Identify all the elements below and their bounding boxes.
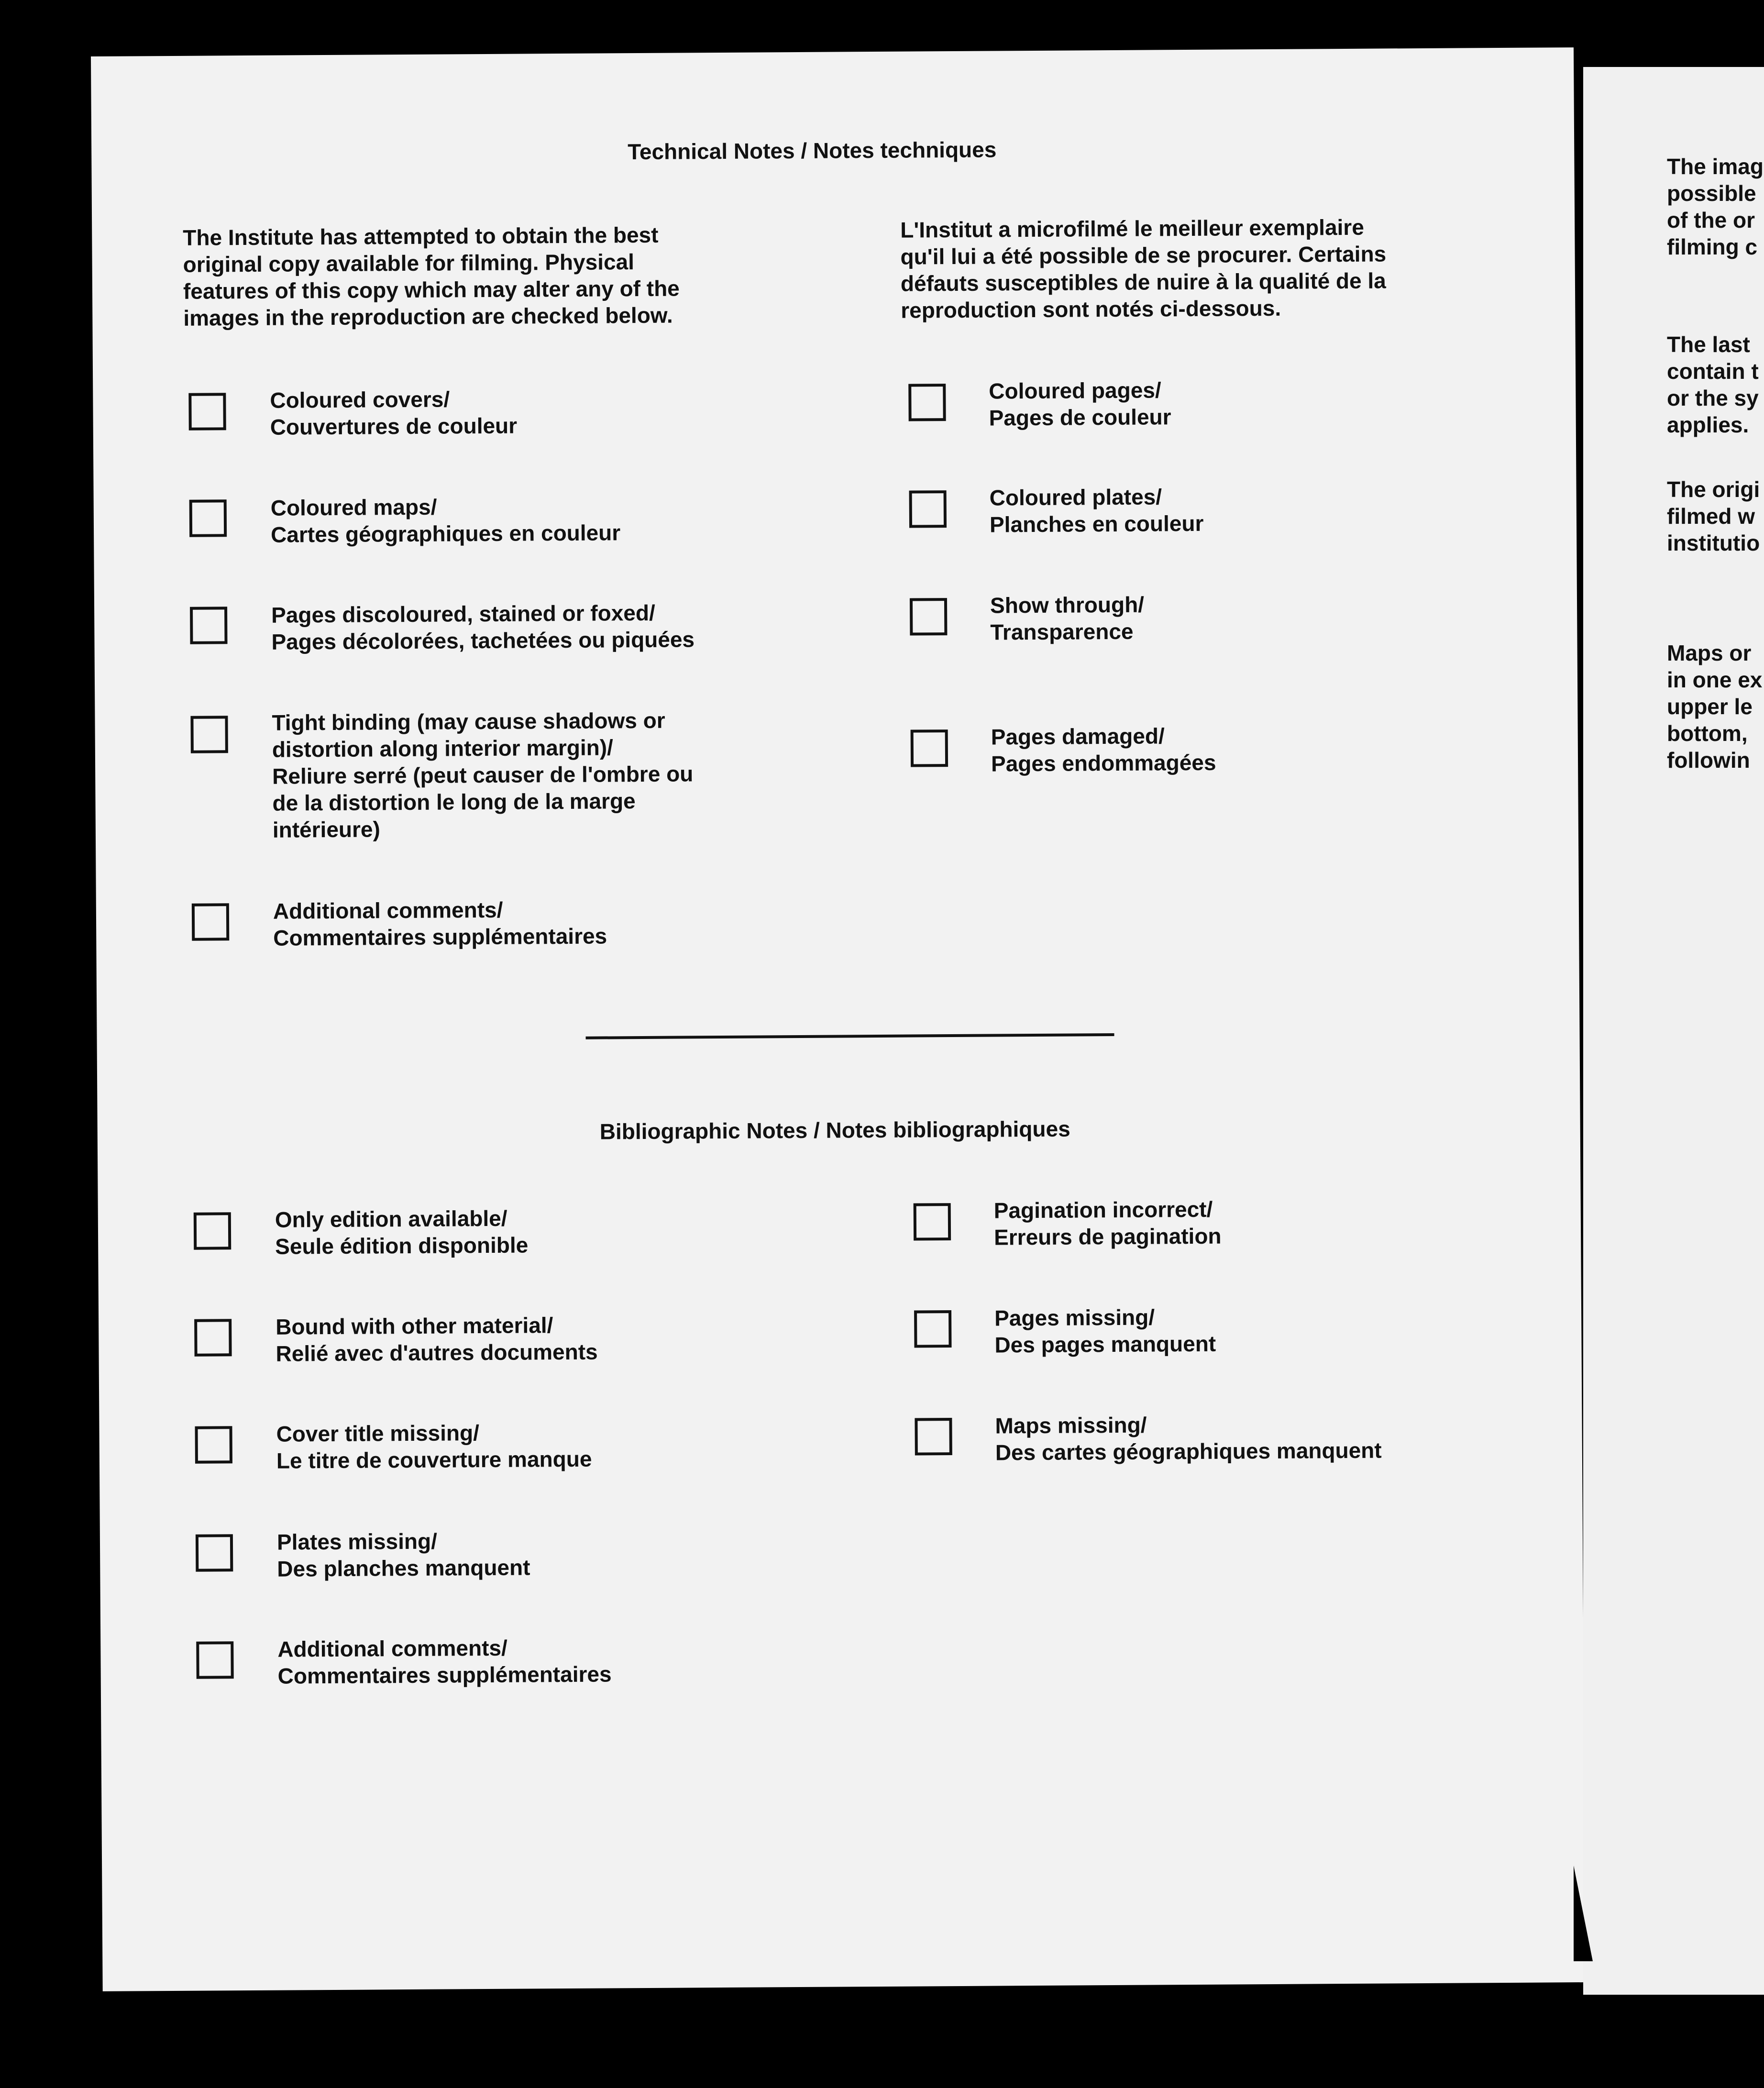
item-only-edition: Only edition available/ Seule édition disponible	[275, 1205, 529, 1259]
item-coloured-maps: Coloured maps/ Cartes géographiques en couleur	[270, 494, 621, 547]
bibliographic-notes-heading: Bibliographic Notes / Notes bibliographiques	[599, 1116, 1070, 1144]
checkbox-pages-damaged[interactable]	[911, 729, 948, 767]
section-divider	[586, 1033, 1114, 1039]
item-plates-missing: Plates missing/ Des planches manquent	[276, 1528, 530, 1581]
item-tight-binding: Tight binding (may cause shadows or distortion along interior margin)/ Reliure serré (peut causer de l'ombre ou de la distortion le long de la marge intérieure)	[272, 707, 694, 842]
item-coloured-covers: Coloured covers/ Couvertures de couleur	[270, 387, 518, 440]
item-cover-title-missing: Cover title missing/ Le titre de couverture manque	[276, 1420, 592, 1473]
item-coloured-pages: Coloured pages/ Pages de couleur	[989, 377, 1171, 431]
item-pages-damaged: Pages damaged/ Pages endommagées	[991, 723, 1216, 776]
next-page-fragment-4: Maps or in one ex upper le bottom, followin	[1667, 641, 1763, 773]
next-page-edge	[1583, 67, 1764, 1995]
item-coloured-plates: Coloured plates/ Planches en couleur	[989, 484, 1204, 537]
item-additional-comments-bibliographic: Additional comments/ Commentaires supplémentaires	[277, 1635, 612, 1689]
checkbox-bound-with[interactable]	[194, 1319, 232, 1356]
checkbox-coloured-maps[interactable]	[189, 499, 227, 537]
checkbox-plates-missing[interactable]	[196, 1534, 233, 1571]
technical-intro-english: The Institute has attempted to obtain the best original copy available for filming. Physical features of this copy which may alter any of the images in the reproduction are checked below.	[183, 222, 680, 331]
checkbox-cover-title-missing[interactable]	[195, 1426, 232, 1463]
item-bound-with: Bound with other material/ Relié avec d'autres documents	[276, 1313, 598, 1366]
checkbox-tight-binding[interactable]	[190, 716, 228, 753]
checkbox-maps-missing[interactable]	[915, 1418, 952, 1455]
notes-page	[91, 47, 1586, 1991]
technical-notes-heading: Technical Notes / Notes techniques	[628, 137, 997, 165]
checkbox-only-edition[interactable]	[194, 1212, 231, 1249]
item-pagination-incorrect: Pagination incorrect/ Erreurs de pagination	[993, 1196, 1222, 1250]
item-additional-comments-technical: Additional comments/ Commentaires supplémentaires	[273, 897, 607, 950]
next-page-fragment-1: The imag possible of the or filming c	[1667, 154, 1764, 259]
checkbox-show-through[interactable]	[910, 598, 947, 635]
checkbox-pagination-incorrect[interactable]	[914, 1203, 951, 1240]
next-page-fragment-3: The origi filmed w institutio	[1667, 477, 1760, 555]
checkbox-additional-comments-bibliographic[interactable]	[196, 1641, 233, 1679]
item-maps-missing: Maps missing/ Des cartes géographiques manquent	[995, 1412, 1382, 1465]
checkbox-pages-discoloured[interactable]	[190, 607, 227, 644]
checkbox-coloured-pages[interactable]	[908, 384, 946, 421]
technical-intro-french: L'Institut a microfilmé le meilleur exemplaire qu'il lui a été possible de se procurer. Certains défauts susceptibles de nuire à la qualité de la reproduction sont notés ci-dessous.	[900, 214, 1387, 323]
checkbox-coloured-covers[interactable]	[188, 393, 226, 430]
checkbox-pages-missing[interactable]	[914, 1310, 951, 1348]
page-fold-shadow	[1574, 1866, 1593, 1961]
item-show-through: Show through/ Transparence	[990, 592, 1145, 645]
next-page-fragment-2: The last contain t or the sy applies.	[1667, 332, 1759, 437]
checkbox-coloured-plates[interactable]	[909, 490, 947, 528]
item-pages-missing: Pages missing/ Des pages manquent	[994, 1304, 1216, 1358]
checkbox-additional-comments-technical[interactable]	[192, 903, 229, 940]
item-pages-discoloured: Pages discoloured, stained or foxed/ Pages décolorées, tachetées ou piquées	[271, 600, 695, 654]
